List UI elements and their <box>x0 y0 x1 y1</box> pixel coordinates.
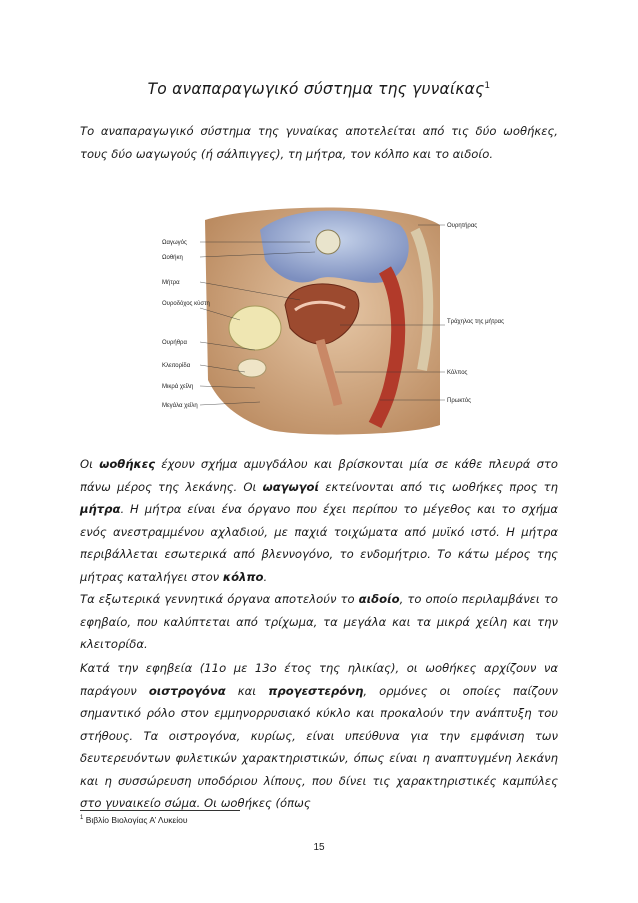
footnote <box>80 815 188 825</box>
footnote-text: Βιβλίο Βιολογίας Α’ Λυκείου <box>85 815 188 825</box>
label-oviduct: Ωαγωγός <box>162 240 187 246</box>
title-text: Το αναπαραγωγικό σύστημα της γυναίκας <box>147 80 485 98</box>
label-bladder: Ουροδόχος κύστη <box>162 301 210 307</box>
paragraph-puberty: Κατά την εφηβεία (11ο με 13ο έτος της ηλικίας), οι ωοθήκες αρχίζουν να παράγουν οιστρογόνα και προγεστερόνη, ορμόνες οι οποίες παίζουν σημαντικό ρόλο στον εμμηνορρυσιακό κύκλο και προκαλούν την ανάπτυξη του στήθους. Τα οιστρογόνα, κυρίως, είναι υπεύθυνα για την εμφάνιση των δευτερευόντων φυλετικών χαρακτηριστικών, όπως είναι η αναπτυγμένη λεκάνη και η συσσώρευση υποδόριου λίπους, που δίνει τις χαρακτηριστικές καμπύλες στο γυναικείο σώμα. Οι ωοθήκες (όπως <box>80 661 559 810</box>
label-ureter: Ουρητήρας <box>447 223 478 229</box>
label-vagina: Κόλπος <box>447 370 468 376</box>
intro-paragraph: Το αναπαραγωγικό σύστημα της γυναίκας αποτελείται από τις δύο ωοθήκες, τους δύο ωαγωγούς (ή σάλπιγγες), τη μήτρα, τον κόλπο και το αιδοίο. <box>80 124 558 161</box>
term-ovaries: ωοθήκες <box>99 457 156 471</box>
bladder-shape <box>229 306 281 350</box>
page-title <box>80 80 558 98</box>
label-ovary: Ωοθήκη <box>162 255 183 261</box>
paragraph-organs: Οι ωοθήκες έχουν σχήμα αμυγδάλου και βρίσκονται μία σε κάθε πλευρά στο πάνω μέρος της λεκάνης. Οι ωαγωγοί εκτείνονται από τις ωοθήκες προς τη μήτρα. Η μήτρα είναι ένα όργανο που έχει περίπου το μέγεθος και το σχήμα ενός ανεστραμμένου αχλαδιού, με παχιά τοιχώματα από μυϊκό ιστό. Η μήτρα περιβάλλεται εσωτερικά από βλεννογόνο, το ενδομήτριο. Το κάτω μέρος της μήτρας καταλήγει στον κόλπο. Τα εξωτερικά γεννητικά όργανα αποτελούν το αιδοίο, το οποίο περιλαμβάνει το εφηβαίο, που καλύπτεται από τρίχωμα, τα μεγάλα και τα μικρά χείλη και την κλειτορίδα. <box>80 457 559 651</box>
figure-labels-right <box>447 222 504 404</box>
label-uterus: Μήτρα <box>162 280 180 286</box>
ovary-shape <box>316 230 340 254</box>
term-progesterone: προγεστερόνη <box>268 683 364 698</box>
label-labia-majora: Μεγάλα χείλη <box>162 403 198 409</box>
footnote-reference[interactable]: 1 <box>484 80 491 91</box>
footnote-mark: 1 <box>80 815 84 822</box>
figure-labels-left <box>162 239 210 409</box>
label-anus: Πρωκτός <box>447 398 472 404</box>
label-clitoris: Κλειτορίδα <box>162 363 191 369</box>
term-oviducts: ωαγωγοί <box>262 479 320 494</box>
footnote-separator <box>80 810 240 811</box>
term-vagina: κόλπο <box>222 569 264 584</box>
label-cervix: Τράχηλος της μήτρας <box>447 319 505 325</box>
label-urethra: Ουρήθρα <box>162 340 187 346</box>
term-estrogens: οιστρογόνα <box>148 683 226 698</box>
term-vulva: αιδοίο <box>358 592 400 606</box>
term-uterus: μήτρα <box>80 502 121 516</box>
pubic-bone-shape <box>238 359 266 377</box>
label-labia-minora: Μικρά χείλη <box>162 384 194 390</box>
page-number: 15 <box>313 842 325 853</box>
anatomy-figure <box>160 200 505 438</box>
